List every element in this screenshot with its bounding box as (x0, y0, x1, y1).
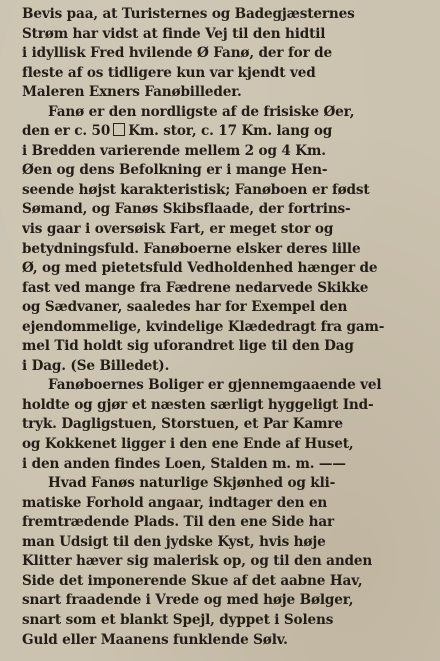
text-line: matiske Forhold angaar, indtager den en (22, 494, 328, 511)
text-line: i Bredden varierende mellem 2 og 4 Km. (22, 142, 326, 159)
text-line: mel Tid holdt sig uforandret lige til den Dag (22, 338, 354, 355)
text-line: i idyllisk Fred hvilende Ø Fanø, der for de (22, 45, 333, 62)
text-line: i Dag. (Se Billedet). (22, 357, 170, 374)
text-fragment: Km. stor, c. 17 Km. lang og (128, 123, 333, 140)
text-line: i den anden findes Loen, Stalden m. m. —— (22, 455, 346, 472)
text-line: fast ved mange fra Fædrene nedarvede Skikke (22, 279, 369, 296)
paragraph-start-line: Hvad Fanøs naturlige Skjønhed og kli- (48, 475, 336, 492)
text-line: Ø, og med pietetsfuld Vedholdenhed hænger de (22, 260, 378, 277)
text-line: og Kokkenet ligger i den ene Ende af Huset, (22, 436, 354, 453)
text-line: Maleren Exners Fanøbilleder. (22, 84, 242, 101)
paragraph-start-line: Fanøboernes Boliger er gjennemgaaende vel (48, 377, 382, 394)
text-line: ejendommelige, kvindelige Klædedragt fra gam- (22, 318, 385, 335)
text-line: Sømand, og Fanøs Skibsflaade, der fortrins- (22, 201, 351, 218)
text-line: holdte og gjør et næsten særligt hyggeligt Ind- (22, 396, 374, 413)
text-line-with-box (22, 122, 431, 142)
text-line: Strøm har vidst at finde Vej til den hidtil (22, 25, 326, 42)
text-line: fleste af os tidligere kun var kjendt ved (22, 64, 316, 81)
text-line: snart som et blankt Spejl, dyppet i Solens (22, 611, 334, 628)
text-line: Side det imponerende Skue af det aabne Hav, (22, 572, 363, 589)
text-line: snart fraadende i Vrede og med høje Bølger, (22, 592, 354, 609)
text-fragment: den er c. 50 (22, 123, 111, 140)
text-line: og Sædvaner, saaledes har for Exempel den (22, 299, 348, 316)
text-line: Øen og dens Befolkning er i mange Hen- (22, 162, 328, 179)
text-line: Klitter hæver sig malerisk op, og til den anden (22, 553, 373, 570)
text-line: Bevis paa, at Turisternes og Badegjæsternes (22, 6, 355, 22)
text-line: tryk. Dagligstuen, Storstuen, et Par Kamre (22, 416, 343, 433)
text-line: man Udsigt til den jydske Kyst, hvis høje (22, 533, 326, 550)
text-line: seende højst karakteristisk; Fanøboen er fødst (22, 181, 370, 198)
text-line: Guld eller Maanens funklende Sølv. (22, 631, 288, 648)
text-line: fremtrædende Plads. Til den ene Side har (22, 514, 335, 531)
square-km-box-icon (113, 123, 125, 136)
text-line: betydningsfuld. Fanøboerne elsker deres lille (22, 240, 361, 257)
paragraph-start-line: Fanø er den nordligste af de frisiske Øer, (48, 103, 355, 120)
text-line: vis gaar i oversøisk Fart, er meget stor og (22, 221, 334, 238)
article-text (22, 5, 431, 650)
